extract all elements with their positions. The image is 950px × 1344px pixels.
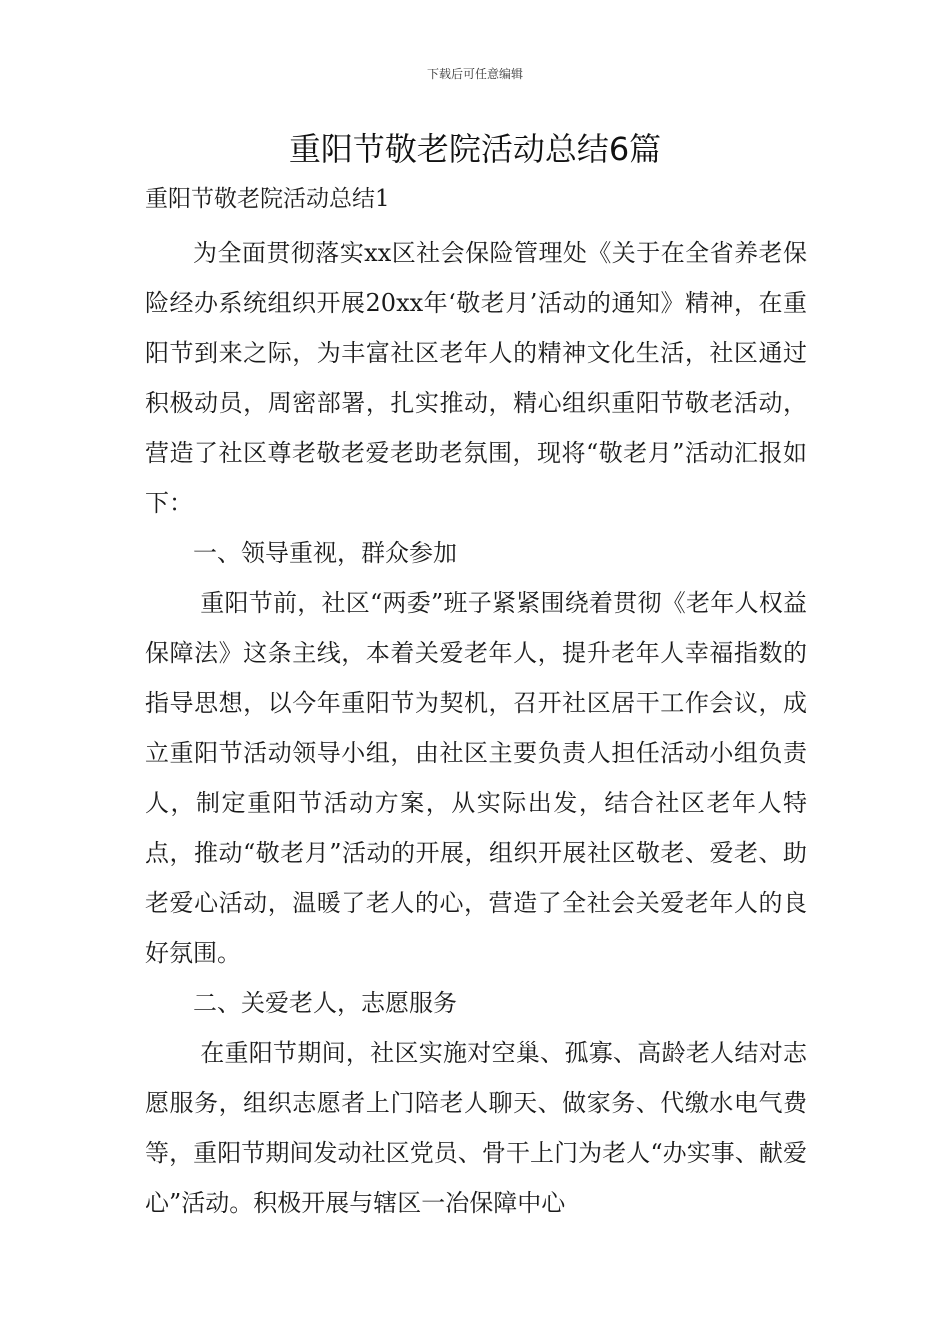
section-subtitle: 重阳节敬老院活动总结1 (145, 186, 390, 212)
document-title: 重阳节敬老院活动总结6篇 (288, 130, 662, 168)
paragraph-intro: 为全面贯彻落实xx区社会保险管理处《关于在全省养老保险经办系统组织开展20xx年‘敬老月’活动的通知》精神，在重阳节到来之际，为丰富社区老年人的精神文化生活，社区通过积极动员，周密部署，扎实推动，精心组织重阳节敬老活动，营造了社区尊老敬老爱老助老氛围，现将“敬老月”活动汇报如下： (145, 239, 807, 517)
paragraph-section-1: 重阳节前，社区“两委”班子紧紧围绕着贯彻《老年人权益保障法》这条主线，本着关爱老年人，提升老年人幸福指数的指导思想，以今年重阳节为契机，召开社区居干工作会议，成立重阳节活动领导小组，由社区主要负责人担任活动小组负责人，制定重阳节活动方案，从实际出发，结合社区老年人特点，推动“敬老月”活动的开展，组织开展社区敬老、爱老、助老爱心活动，温暖了老人的心，营造了全社会关爱老年人的良好氛围。 (145, 589, 807, 967)
paragraph-section-2: 在重阳节期间，社区实施对空巢、孤寡、高龄老人结对志愿服务，组织志愿者上门陪老人聊天、做家务、代缴水电气费等，重阳节期间发动社区党员、骨干上门为老人“办实事、献爱心”活动。积极开展与辖区一冶保障中心 (145, 1039, 807, 1217)
document-body (145, 228, 807, 1228)
header-note: 下载后可任意编辑 (426, 67, 523, 81)
section-heading-1: 一、领导重视，群众参加 (193, 539, 457, 567)
section-heading-2: 二、关爱老人，志愿服务 (193, 989, 457, 1017)
